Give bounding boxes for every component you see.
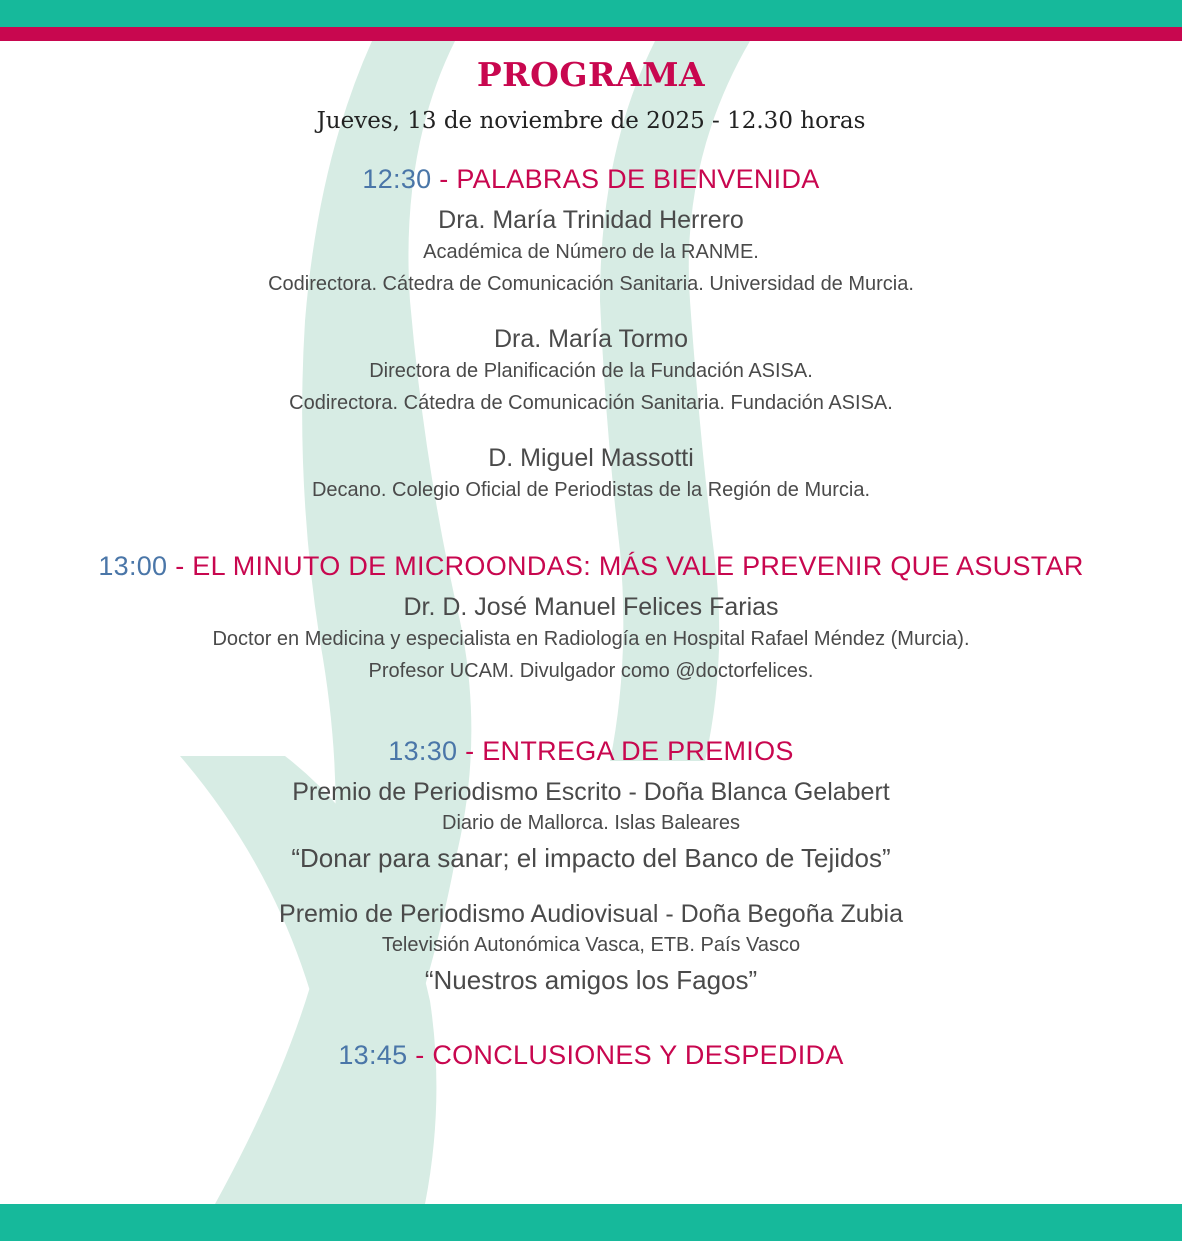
award-name: Premio de Periodismo Escrito - Doña Blanca Gelabert [292, 778, 890, 806]
award-outlet: Diario de Mallorca. Islas Baleares [442, 812, 740, 834]
speaker [0, 591, 1182, 686]
award [0, 898, 1182, 1000]
top-teal-band [0, 0, 1182, 27]
speaker-role: Decano. Colegio Oficial de Periodistas de la Región de Murcia. [311, 479, 871, 501]
top-crimson-band [0, 27, 1182, 41]
speaker-role: Académica de Número de la RANME. [423, 241, 759, 263]
speaker-name: Dra. María Tormo [493, 325, 689, 353]
separator: - [407, 1040, 433, 1070]
speaker-name: D. Miguel Massotti [488, 444, 694, 472]
speaker [0, 442, 1182, 507]
speaker [0, 323, 1182, 418]
section-welcome [0, 162, 1182, 507]
program-content [0, 41, 1182, 1072]
section-time: 12:30 [362, 164, 432, 194]
section-title: PALABRAS DE BIENVENIDA [456, 164, 820, 194]
award-work: “Donar para sanar; el impacto del Banco de Tejidos” [291, 843, 891, 873]
speaker-role: Directora de Planificación de la Fundación ASISA. [369, 360, 813, 382]
speaker [0, 204, 1182, 299]
award-work: “Nuestros amigos los Fagos” [424, 965, 758, 995]
award [0, 776, 1182, 878]
separator: - [457, 736, 483, 766]
section-title: CONCLUSIONES Y DESPEDIDA [432, 1040, 844, 1070]
speaker-name: Dra. María Trinidad Herrero [438, 206, 744, 234]
separator: - [167, 551, 193, 581]
section-time: 13:30 [388, 736, 458, 766]
section-title: ENTREGA DE PREMIOS [482, 736, 794, 766]
section-title: EL MINUTO DE MICROONDAS: MÁS VALE PREVENIR QUE ASUSTAR [192, 551, 1084, 581]
section-heading [0, 549, 1182, 583]
event-date: Jueves, 13 de noviembre de 2025 - 12.30 horas [316, 108, 866, 134]
speaker-role: Doctor en Medicina y especialista en Radiología en Hospital Rafael Méndez (Murcia). [212, 628, 970, 650]
section-time: 13:00 [98, 551, 168, 581]
section-closing [0, 1038, 1182, 1072]
section-heading [0, 734, 1182, 768]
section-heading [0, 1038, 1182, 1072]
speaker-name: Dr. D. José Manuel Felices Farias [403, 593, 779, 621]
speaker-role: Profesor UCAM. Divulgador como @doctorfelices. [368, 660, 814, 682]
bottom-teal-band [0, 1204, 1182, 1241]
section-talk [0, 549, 1182, 686]
section-awards [0, 734, 1182, 1000]
award-name: Premio de Periodismo Audiovisual - Doña Begoña Zubia [279, 900, 903, 928]
separator: - [431, 164, 457, 194]
section-time: 13:45 [338, 1040, 408, 1070]
program-title: PROGRAMA [476, 55, 706, 94]
speaker-role: Codirectora. Cátedra de Comunicación Sanitaria. Fundación ASISA. [289, 392, 893, 414]
speaker-role: Codirectora. Cátedra de Comunicación Sanitaria. Universidad de Murcia. [268, 273, 914, 295]
section-heading [0, 162, 1182, 196]
award-outlet: Televisión Autonómica Vasca, ETB. País Vasco [381, 934, 801, 956]
